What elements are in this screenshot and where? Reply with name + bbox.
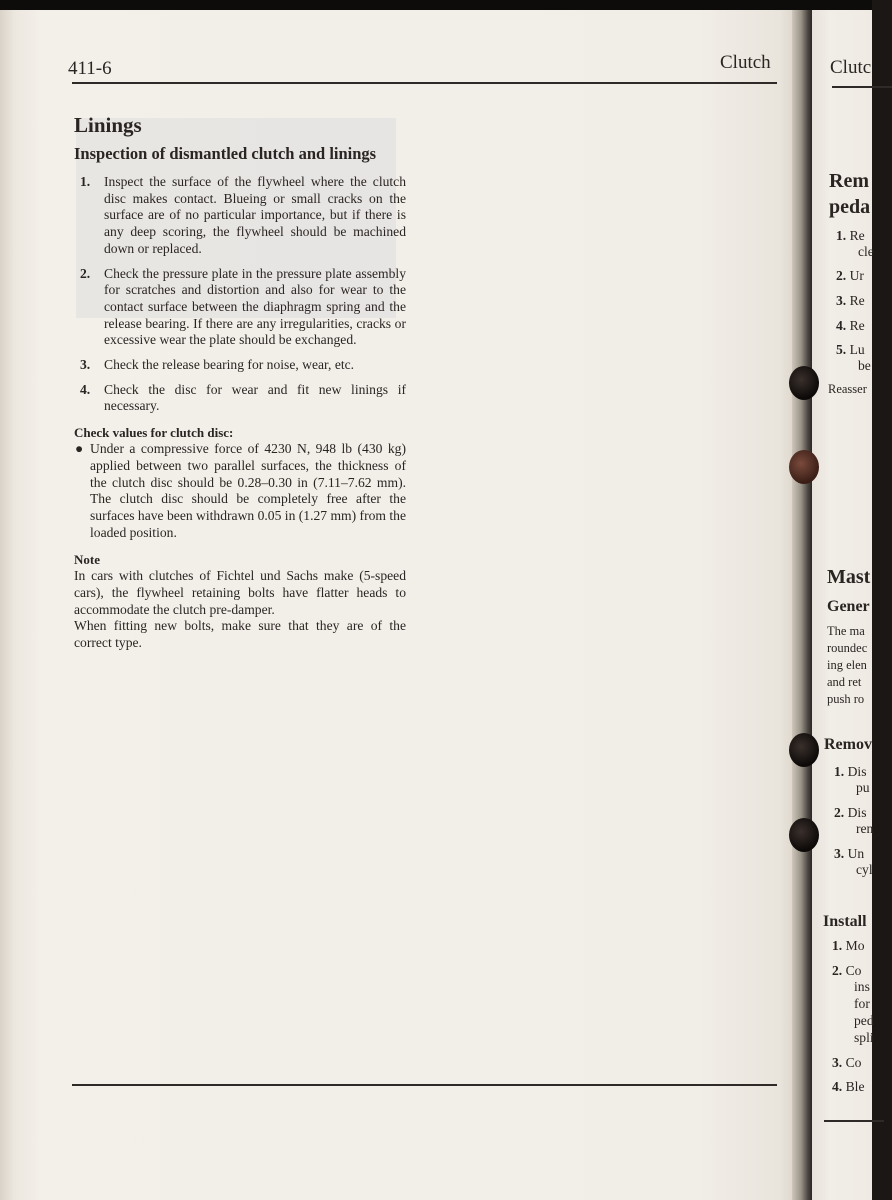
list-text: Dis: [847, 764, 867, 779]
reassembly-text: Reasser: [828, 382, 867, 396]
list-number: 2.: [832, 963, 843, 978]
list-text: Co: [845, 1055, 862, 1070]
list-number: 3.: [836, 293, 847, 308]
bullet-icon: ●: [75, 441, 84, 457]
list-text: ped: [854, 1013, 874, 1028]
step-item: [74, 174, 406, 258]
note-paragraph-2: When fitting new bolts, make sure that they are of the correct type.: [74, 618, 406, 651]
list-number: 3.: [834, 846, 845, 861]
step-item: [74, 357, 406, 374]
note-paragraph-1: In cars with clutches of Fichtel und Sachs make (5-speed cars), the flywheel retaining bolts have flatter heads to accommodate the clutch pre-damper.: [74, 568, 406, 617]
list-text: cyl: [856, 862, 873, 877]
binder-hole: [789, 366, 819, 400]
list-text: ren: [856, 821, 874, 836]
list-text: be: [858, 358, 871, 373]
list-number: 5.: [836, 342, 847, 357]
step-number: 3.: [80, 357, 91, 373]
binder-hole: [789, 450, 819, 484]
right-subheading-removal: Remov: [824, 736, 872, 753]
list-text: Re: [849, 318, 865, 333]
list-text: Ble: [845, 1079, 865, 1094]
list-text: Un: [847, 846, 865, 861]
check-values-title: Check values for clutch disc:: [74, 425, 234, 441]
list-number: 4.: [832, 1079, 843, 1094]
list-number: 2.: [836, 268, 847, 283]
main-content: [74, 112, 406, 652]
right-subheading-installation: Install: [823, 913, 867, 930]
general-line: push ro: [827, 692, 865, 706]
step-text: Inspect the surface of the flywheel where the clutch disc makes contact. Blueing or small cracks on the surface are of no particular importance, but if there is any deep scoring, the flywheel should be machined down or replaced.: [104, 174, 406, 256]
step-number: 4.: [80, 381, 91, 397]
footer-rule: [72, 1084, 777, 1086]
header-rule: [72, 82, 777, 84]
list-number: 1.: [832, 938, 843, 953]
running-header: Clutch: [720, 52, 771, 73]
right-heading-master: Mast: [827, 566, 871, 588]
list-text: Lu: [849, 342, 865, 357]
list-number: 1.: [836, 228, 847, 243]
right-running-header: Clutc: [830, 57, 872, 78]
right-footer-rule: [824, 1120, 884, 1122]
right-subheading-general: Gener: [827, 598, 870, 615]
list-text: Dis: [847, 805, 867, 820]
step-text: Check the pressure plate in the pressure plate assembly for scratches and distortion and also for wear to the contact surface between the diaphragm spring and the release bearing. If there are any irregularities, cracks or excessive wear the plate should be exchanged.: [104, 265, 406, 348]
general-line: and ret: [827, 675, 862, 689]
step-text: Check the release bearing for noise, wear, etc.: [104, 357, 355, 373]
book-spine: [792, 10, 812, 1200]
right-heading-line-2: peda: [829, 196, 871, 218]
section-heading: Linings: [74, 113, 142, 137]
list-number: 4.: [836, 318, 847, 333]
inspection-steps: [74, 174, 406, 415]
subsection-heading: Inspection of dismantled clutch and linings: [74, 144, 377, 163]
list-text: Re: [849, 228, 865, 243]
list-text: Ur: [849, 268, 864, 283]
step-text: Check the disc for wear and fit new linings if necessary.: [104, 381, 406, 414]
binder-hole: [789, 733, 819, 767]
list-text: for: [854, 996, 870, 1011]
page-number: 411-6: [68, 58, 112, 79]
binder-hole: [789, 818, 819, 852]
list-text: Co: [845, 963, 862, 978]
list-text: cle: [858, 244, 874, 259]
right-heading-line-1: Rem: [829, 170, 869, 192]
list-text: ins: [854, 979, 870, 994]
right-header-rule: [832, 86, 892, 88]
list-text: Re: [849, 293, 865, 308]
note-title: Note: [74, 552, 100, 568]
step-number: 1.: [80, 174, 91, 189]
general-line: ing elen: [827, 658, 867, 672]
step-number: 2.: [80, 265, 91, 281]
list-text: spli: [854, 1030, 874, 1045]
step-item: [74, 382, 406, 415]
list-number: 3.: [832, 1055, 843, 1070]
step-item: [74, 266, 406, 350]
list-number: 2.: [834, 805, 845, 820]
right-page: [812, 10, 872, 1200]
check-values-bullet: [74, 441, 406, 541]
list-text: pu: [856, 780, 870, 795]
general-line: roundec: [827, 641, 868, 655]
general-line: The ma: [827, 624, 865, 638]
list-number: 1.: [834, 764, 845, 779]
list-text: Mo: [845, 938, 865, 953]
check-values-text: Under a compressive force of 4230 N, 948 lb (430 kg) applied between two parallel surfaces, the thickness of the clutch disc should be 0.28–0.30 in (7.11–7.62 mm). The clutch disc should be completely free after the surfaces have been withdrawn 0.05 in (1.27 mm) from the loaded position.: [90, 441, 406, 540]
